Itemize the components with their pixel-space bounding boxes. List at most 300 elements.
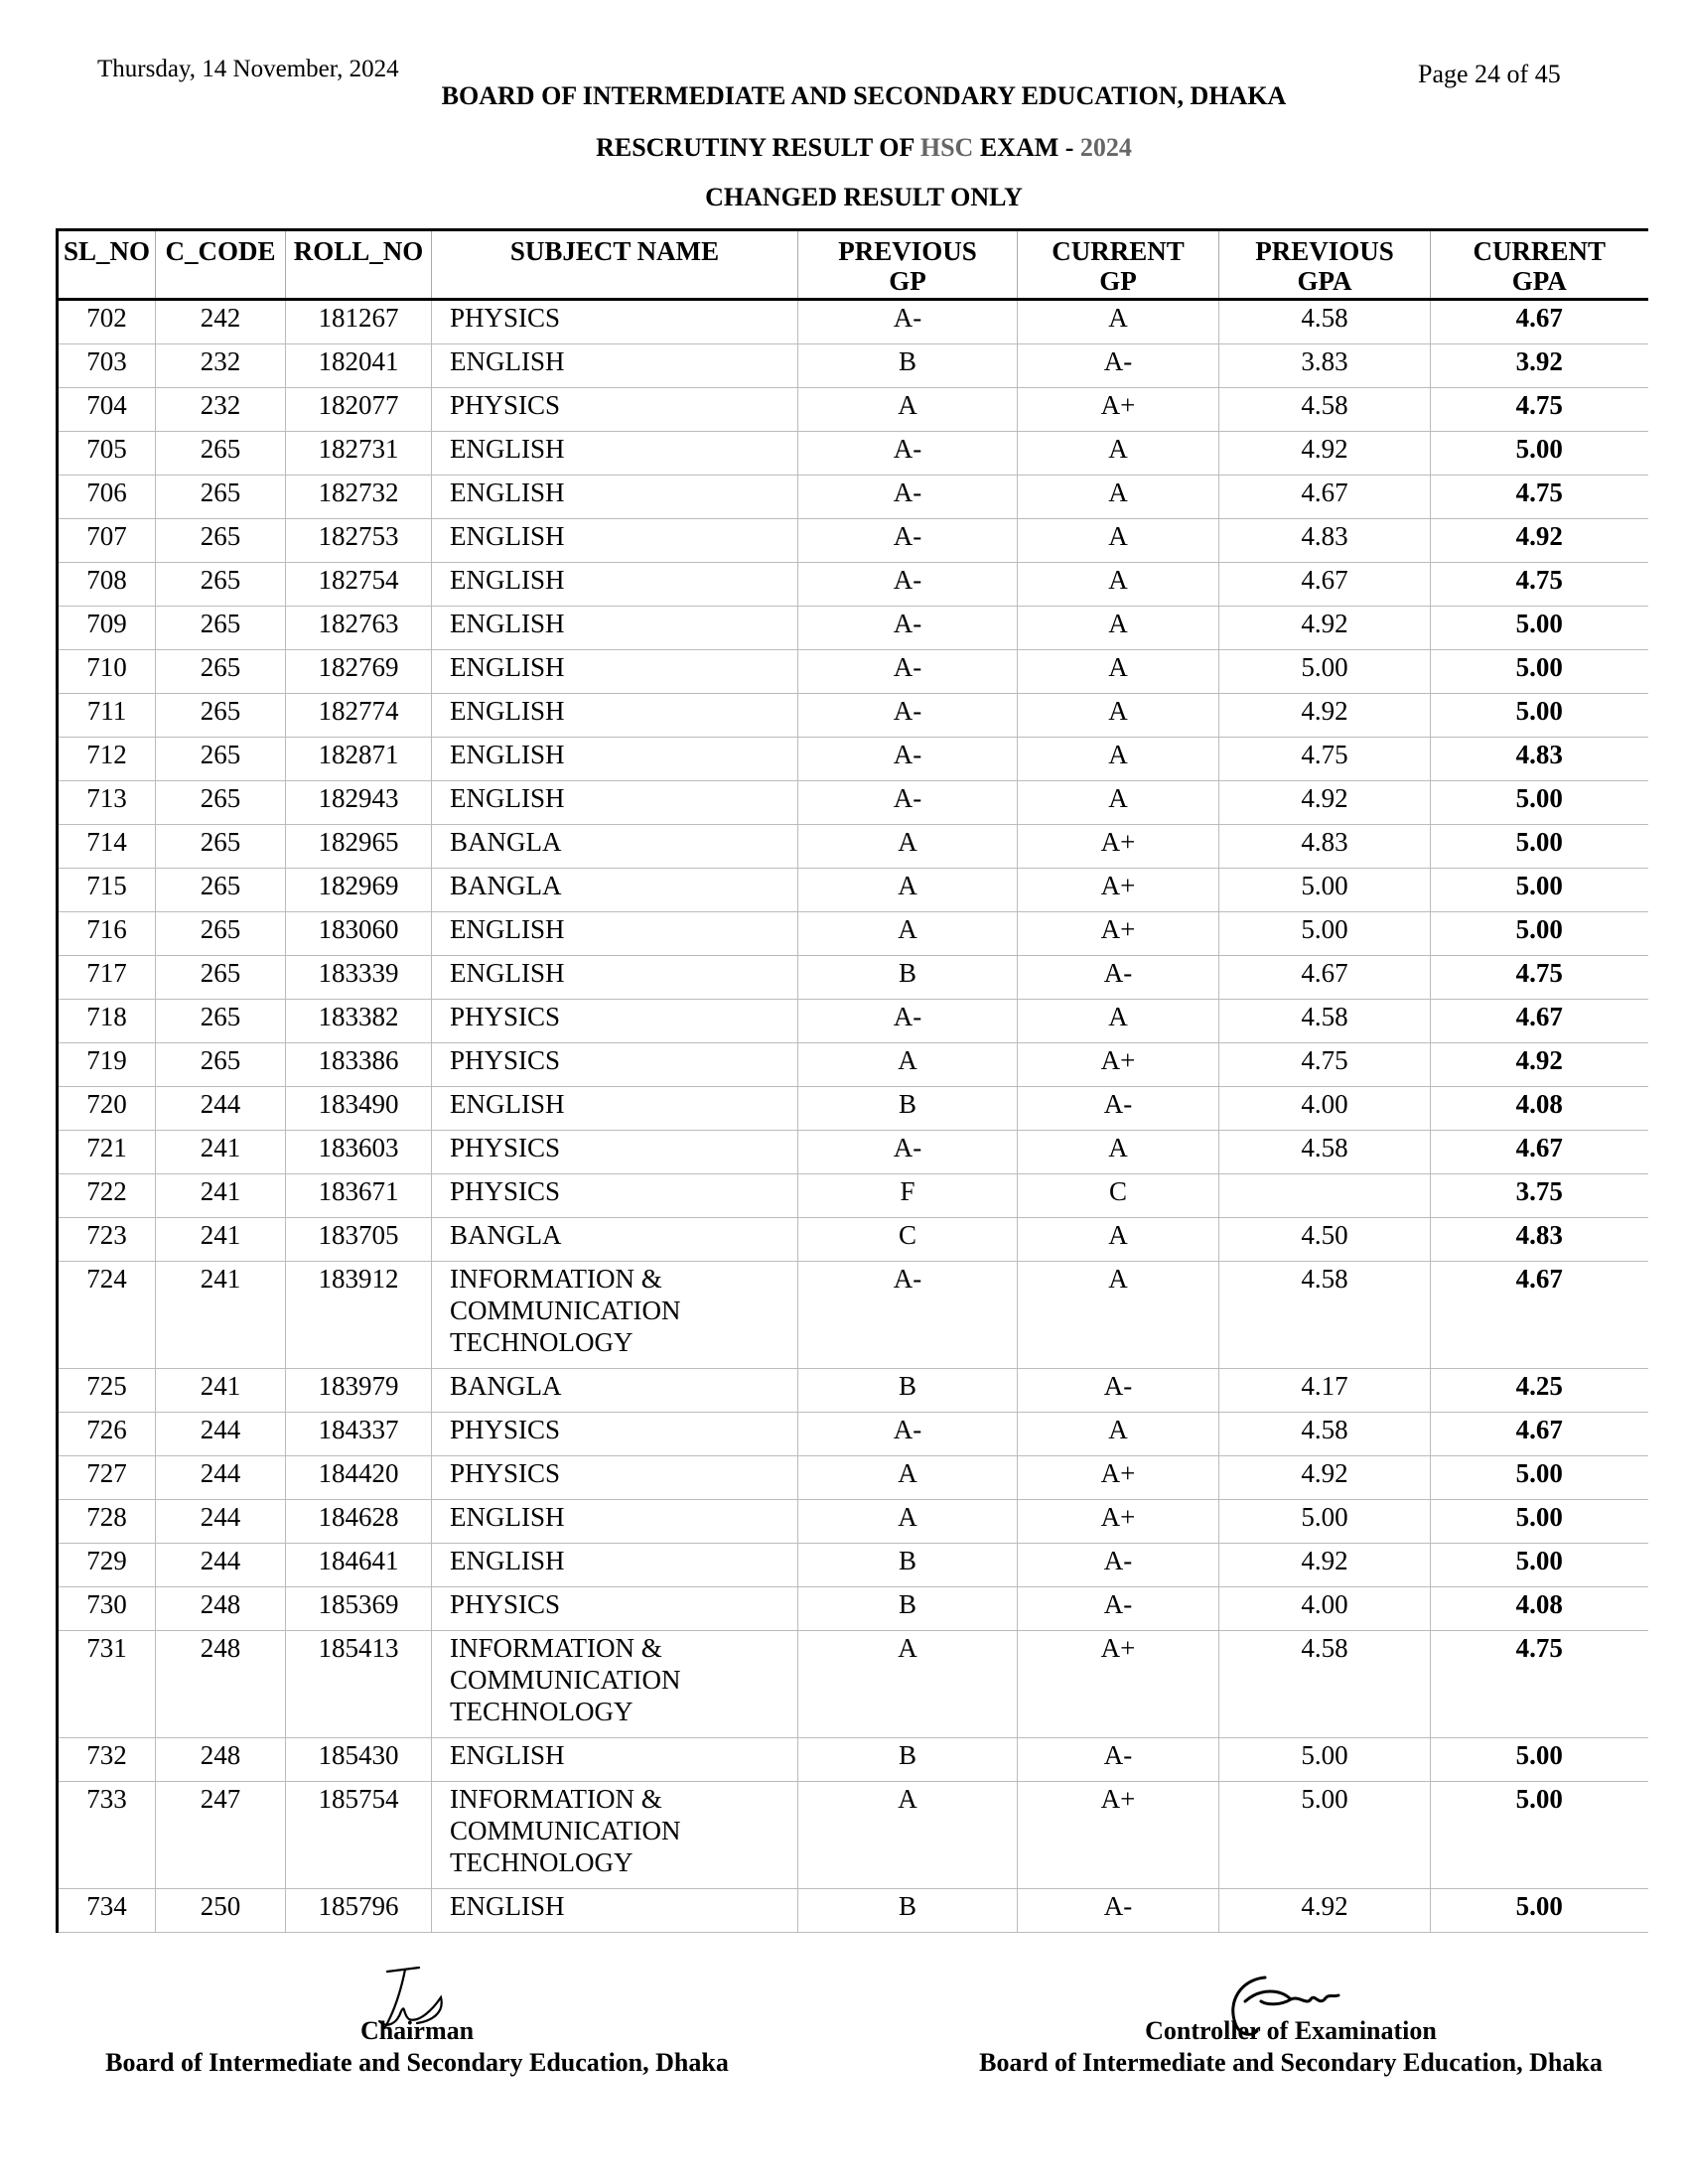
column-header-current-gp (1018, 230, 1219, 300)
cell-current-gpa: 4.67 (1431, 1000, 1648, 1043)
table-row (58, 432, 1648, 476)
chairman-signature-block (40, 2015, 794, 2079)
table-row (58, 694, 1648, 738)
cell-roll-no: 183386 (286, 1043, 432, 1087)
cell-c-code: 265 (156, 825, 286, 869)
table-row (58, 519, 1648, 563)
cell-current-gpa: 4.67 (1431, 1131, 1648, 1174)
cell-previous-gp: B (798, 1544, 1018, 1587)
page-number: Page 24 of 45 (1418, 60, 1561, 88)
cell-roll-no: 185369 (286, 1587, 432, 1631)
cell-sl-no: 712 (58, 738, 156, 781)
cell-sl-no: 730 (58, 1587, 156, 1631)
cell-sl-no: 719 (58, 1043, 156, 1087)
cell-subject-name (432, 1262, 798, 1369)
cell-c-code: 265 (156, 738, 286, 781)
subject-line: ENGLISH (450, 1089, 565, 1119)
cell-previous-gp: A- (798, 650, 1018, 694)
column-header-roll-no (286, 230, 432, 300)
cell-previous-gpa: 4.00 (1219, 1587, 1431, 1631)
cell-current-gpa: 5.00 (1431, 869, 1648, 912)
cell-current-gpa: 5.00 (1431, 912, 1648, 956)
cell-subject-name (432, 1218, 798, 1262)
cell-c-code: 244 (156, 1500, 286, 1544)
cell-roll-no: 182965 (286, 825, 432, 869)
cell-previous-gpa: 4.83 (1219, 519, 1431, 563)
table-row (58, 1218, 1648, 1262)
cell-previous-gpa: 4.58 (1219, 1413, 1431, 1456)
cell-sl-no: 722 (58, 1174, 156, 1218)
cell-subject-name (432, 519, 798, 563)
table-header-row (58, 230, 1648, 300)
cell-c-code: 232 (156, 388, 286, 432)
table-row (58, 1544, 1648, 1587)
cell-subject-name (432, 388, 798, 432)
cell-roll-no: 182871 (286, 738, 432, 781)
cell-current-gp: A+ (1018, 912, 1219, 956)
cell-previous-gpa: 5.00 (1219, 869, 1431, 912)
column-header-line: SL_NO (63, 236, 151, 266)
cell-c-code: 244 (156, 1087, 286, 1131)
cell-c-code: 247 (156, 1782, 286, 1889)
cell-current-gp: A+ (1018, 1043, 1219, 1087)
cell-previous-gp: A (798, 1043, 1018, 1087)
cell-previous-gp: A- (798, 1413, 1018, 1456)
cell-current-gp: A (1018, 1218, 1219, 1262)
table-row (58, 563, 1648, 607)
cell-current-gp: A (1018, 650, 1219, 694)
cell-subject-name (432, 869, 798, 912)
cell-previous-gpa: 4.92 (1219, 607, 1431, 650)
cell-previous-gpa: 4.92 (1219, 1889, 1431, 1933)
cell-sl-no: 727 (58, 1456, 156, 1500)
cell-previous-gp: F (798, 1174, 1018, 1218)
cell-previous-gp: B (798, 344, 1018, 388)
cell-current-gpa: 4.67 (1431, 1262, 1648, 1369)
table-row (58, 1738, 1648, 1782)
subject-line: ENGLISH (450, 1546, 565, 1575)
subject-line: PHYSICS (450, 1133, 561, 1162)
cell-subject-name (432, 694, 798, 738)
cell-current-gp: A (1018, 1413, 1219, 1456)
cell-current-gp: A- (1018, 1587, 1219, 1631)
exam-year: 2024 (1079, 133, 1132, 162)
cell-roll-no: 182969 (286, 869, 432, 912)
subject-line: ENGLISH (450, 521, 565, 551)
cell-subject-name (432, 1456, 798, 1500)
table-header (58, 230, 1648, 300)
chairman-org: Board of Intermediate and Secondary Education, Dhaka (105, 2048, 729, 2077)
subject-line: TECHNOLOGY (450, 1327, 633, 1357)
cell-sl-no: 711 (58, 694, 156, 738)
result-title-mid: EXAM - (973, 133, 1080, 162)
cell-current-gpa: 4.67 (1431, 300, 1648, 344)
cell-current-gp: A (1018, 1262, 1219, 1369)
cell-current-gp: A- (1018, 1889, 1219, 1933)
cell-c-code: 241 (156, 1174, 286, 1218)
cell-current-gpa: 4.75 (1431, 563, 1648, 607)
cell-previous-gpa: 4.50 (1219, 1218, 1431, 1262)
cell-c-code: 241 (156, 1131, 286, 1174)
cell-previous-gp: B (798, 956, 1018, 1000)
cell-current-gp: A- (1018, 1087, 1219, 1131)
cell-subject-name (432, 476, 798, 519)
subject-line: INFORMATION & (450, 1784, 662, 1814)
table-row (58, 956, 1648, 1000)
cell-current-gpa: 4.25 (1431, 1369, 1648, 1413)
cell-previous-gp: A (798, 1456, 1018, 1500)
cell-c-code: 265 (156, 869, 286, 912)
subject-line: COMMUNICATION (450, 1816, 681, 1845)
table-row (58, 738, 1648, 781)
cell-previous-gp: A- (798, 563, 1018, 607)
column-header-c-code (156, 230, 286, 300)
cell-sl-no: 718 (58, 1000, 156, 1043)
subject-line: BANGLA (450, 871, 562, 900)
cell-previous-gpa: 4.58 (1219, 300, 1431, 344)
cell-c-code: 265 (156, 650, 286, 694)
cell-current-gp: A (1018, 563, 1219, 607)
cell-c-code: 265 (156, 956, 286, 1000)
cell-subject-name (432, 1369, 798, 1413)
cell-sl-no: 721 (58, 1131, 156, 1174)
subject-line: BANGLA (450, 1220, 562, 1250)
table-body (58, 300, 1648, 1933)
cell-previous-gpa: 4.92 (1219, 432, 1431, 476)
cell-subject-name (432, 1889, 798, 1933)
table-row (58, 781, 1648, 825)
cell-roll-no: 183382 (286, 1000, 432, 1043)
cell-current-gp: A+ (1018, 825, 1219, 869)
table-row (58, 1413, 1648, 1456)
cell-previous-gp: A- (798, 781, 1018, 825)
cell-previous-gpa: 4.67 (1219, 563, 1431, 607)
cell-current-gp: A- (1018, 1369, 1219, 1413)
cell-current-gpa: 5.00 (1431, 1782, 1648, 1889)
cell-previous-gp: A- (798, 519, 1018, 563)
subject-line: ENGLISH (450, 783, 565, 813)
cell-subject-name (432, 432, 798, 476)
cell-previous-gp: A (798, 869, 1018, 912)
subject-line: ENGLISH (450, 565, 565, 595)
cell-roll-no: 183339 (286, 956, 432, 1000)
column-header-subject-name (432, 230, 798, 300)
cell-c-code: 265 (156, 1043, 286, 1087)
cell-previous-gpa: 5.00 (1219, 650, 1431, 694)
controller-title: Controller of Examination (1145, 2016, 1437, 2045)
cell-subject-name (432, 738, 798, 781)
result-subtitle: CHANGED RESULT ONLY (705, 183, 1023, 211)
cell-previous-gp: C (798, 1218, 1018, 1262)
cell-previous-gp: A- (798, 1131, 1018, 1174)
table-row (58, 1631, 1648, 1738)
cell-previous-gp: A (798, 912, 1018, 956)
table-row (58, 1174, 1648, 1218)
cell-subject-name (432, 607, 798, 650)
cell-previous-gp: A (798, 825, 1018, 869)
cell-current-gpa: 4.83 (1431, 1218, 1648, 1262)
table-row (58, 1000, 1648, 1043)
column-header-line: CURRENT (1052, 236, 1185, 266)
cell-subject-name (432, 1738, 798, 1782)
cell-roll-no: 182943 (286, 781, 432, 825)
cell-subject-name (432, 1544, 798, 1587)
column-header-line: GP (1099, 266, 1137, 296)
cell-roll-no: 185430 (286, 1738, 432, 1782)
cell-c-code: 248 (156, 1631, 286, 1738)
cell-sl-no: 704 (58, 388, 156, 432)
subject-line: ENGLISH (450, 346, 565, 376)
cell-roll-no: 185413 (286, 1631, 432, 1738)
cell-previous-gp: A (798, 1500, 1018, 1544)
cell-subject-name (432, 956, 798, 1000)
table-row (58, 1587, 1648, 1631)
cell-subject-name (432, 1631, 798, 1738)
cell-sl-no: 731 (58, 1631, 156, 1738)
cell-roll-no: 185796 (286, 1889, 432, 1933)
cell-c-code: 242 (156, 300, 286, 344)
subject-line: ENGLISH (450, 1502, 565, 1532)
cell-subject-name (432, 650, 798, 694)
cell-previous-gp: B (798, 1889, 1018, 1933)
cell-subject-name (432, 344, 798, 388)
cell-sl-no: 715 (58, 869, 156, 912)
subject-line: PHYSICS (450, 1458, 561, 1488)
cell-sl-no: 703 (58, 344, 156, 388)
cell-current-gpa: 4.75 (1431, 476, 1648, 519)
cell-sl-no: 720 (58, 1087, 156, 1131)
column-header-line: C_CODE (165, 236, 276, 266)
cell-roll-no: 182077 (286, 388, 432, 432)
cell-roll-no: 183603 (286, 1131, 432, 1174)
cell-current-gpa: 4.08 (1431, 1587, 1648, 1631)
column-header-line: GP (889, 266, 926, 296)
cell-previous-gp: A- (798, 607, 1018, 650)
cell-current-gp: A (1018, 781, 1219, 825)
cell-previous-gpa: 4.75 (1219, 738, 1431, 781)
cell-c-code: 244 (156, 1544, 286, 1587)
cell-current-gp: A+ (1018, 1456, 1219, 1500)
table-row (58, 344, 1648, 388)
table-row (58, 607, 1648, 650)
cell-previous-gp: A- (798, 1262, 1018, 1369)
table-row (58, 1087, 1648, 1131)
cell-current-gp: A (1018, 476, 1219, 519)
subject-line: ENGLISH (450, 434, 565, 464)
cell-sl-no: 733 (58, 1782, 156, 1889)
cell-roll-no: 185754 (286, 1782, 432, 1889)
cell-roll-no: 183060 (286, 912, 432, 956)
cell-previous-gpa: 4.00 (1219, 1087, 1431, 1131)
subject-line: INFORMATION & (450, 1633, 662, 1663)
subject-line: PHYSICS (450, 1002, 561, 1031)
table-row (58, 1043, 1648, 1087)
cell-c-code: 248 (156, 1738, 286, 1782)
cell-sl-no: 724 (58, 1262, 156, 1369)
controller-org: Board of Intermediate and Secondary Education, Dhaka (979, 2048, 1603, 2077)
cell-previous-gpa: 4.58 (1219, 1631, 1431, 1738)
cell-current-gp: A- (1018, 344, 1219, 388)
cell-current-gpa: 5.00 (1431, 1889, 1648, 1933)
cell-roll-no: 182041 (286, 344, 432, 388)
cell-subject-name (432, 1043, 798, 1087)
cell-current-gpa: 4.67 (1431, 1413, 1648, 1456)
subject-line: ENGLISH (450, 609, 565, 638)
table-row (58, 388, 1648, 432)
cell-subject-name (432, 825, 798, 869)
table-row (58, 300, 1648, 344)
table-row (58, 1456, 1648, 1500)
table-row (58, 912, 1648, 956)
cell-current-gp: A (1018, 607, 1219, 650)
cell-previous-gpa: 4.58 (1219, 1262, 1431, 1369)
cell-previous-gpa: 4.92 (1219, 1544, 1431, 1587)
cell-subject-name (432, 1087, 798, 1131)
subject-line: ENGLISH (450, 958, 565, 988)
cell-previous-gpa: 4.92 (1219, 781, 1431, 825)
cell-c-code: 265 (156, 476, 286, 519)
cell-sl-no: 706 (58, 476, 156, 519)
column-header-line: CURRENT (1473, 236, 1606, 266)
cell-current-gp: A+ (1018, 1500, 1219, 1544)
cell-previous-gpa: 4.92 (1219, 1456, 1431, 1500)
cell-subject-name (432, 912, 798, 956)
cell-roll-no: 182769 (286, 650, 432, 694)
cell-c-code: 265 (156, 1000, 286, 1043)
cell-current-gpa: 5.00 (1431, 781, 1648, 825)
chairman-title: Chairman (359, 2016, 475, 2045)
column-header-previous-gpa (1219, 230, 1431, 300)
column-header-previous-gp (798, 230, 1018, 300)
cell-roll-no: 184641 (286, 1544, 432, 1587)
cell-previous-gp: A- (798, 432, 1018, 476)
cell-previous-gp: B (798, 1587, 1018, 1631)
subject-line: PHYSICS (450, 1176, 561, 1206)
cell-roll-no: 182732 (286, 476, 432, 519)
cell-current-gpa: 4.75 (1431, 388, 1648, 432)
cell-c-code: 265 (156, 607, 286, 650)
cell-current-gpa: 4.83 (1431, 738, 1648, 781)
column-header-sl-no (58, 230, 156, 300)
cell-current-gp: A- (1018, 956, 1219, 1000)
cell-c-code: 244 (156, 1456, 286, 1500)
cell-sl-no: 708 (58, 563, 156, 607)
cell-current-gp: A (1018, 1000, 1219, 1043)
controller-signature-block (914, 2015, 1668, 2079)
column-header-line: ROLL_NO (293, 236, 424, 266)
cell-current-gpa: 4.92 (1431, 519, 1648, 563)
cell-sl-no: 728 (58, 1500, 156, 1544)
exam-name: HSC (919, 133, 974, 162)
cell-current-gpa: 4.75 (1431, 956, 1648, 1000)
subject-line: COMMUNICATION (450, 1296, 681, 1325)
subject-line: COMMUNICATION (450, 1665, 681, 1695)
cell-previous-gpa: 4.67 (1219, 476, 1431, 519)
subject-line: PHYSICS (450, 303, 561, 333)
cell-sl-no: 732 (58, 1738, 156, 1782)
cell-roll-no: 184337 (286, 1413, 432, 1456)
table-row (58, 1889, 1648, 1933)
subject-line: TECHNOLOGY (450, 1847, 633, 1877)
subject-line: ENGLISH (450, 478, 565, 507)
column-header-line: PREVIOUS (838, 236, 977, 266)
board-title: BOARD OF INTERMEDIATE AND SECONDARY EDUCATION, DHAKA (441, 81, 1287, 110)
cell-previous-gp: B (798, 1738, 1018, 1782)
cell-c-code: 241 (156, 1369, 286, 1413)
cell-previous-gp: A- (798, 738, 1018, 781)
subject-line: BANGLA (450, 1371, 562, 1401)
cell-sl-no: 702 (58, 300, 156, 344)
cell-previous-gpa: 5.00 (1219, 1738, 1431, 1782)
column-header-line: SUBJECT NAME (509, 236, 720, 266)
cell-previous-gpa: 4.92 (1219, 694, 1431, 738)
cell-c-code: 248 (156, 1587, 286, 1631)
cell-previous-gp: A- (798, 476, 1018, 519)
cell-previous-gpa: 4.58 (1219, 388, 1431, 432)
cell-c-code: 241 (156, 1218, 286, 1262)
cell-roll-no: 183490 (286, 1087, 432, 1131)
cell-current-gp: A+ (1018, 869, 1219, 912)
table-row (58, 476, 1648, 519)
cell-current-gp: A (1018, 738, 1219, 781)
cell-current-gp: A+ (1018, 1782, 1219, 1889)
subject-line: ENGLISH (450, 740, 565, 769)
subject-line: PHYSICS (450, 1045, 561, 1075)
cell-previous-gpa: 4.58 (1219, 1131, 1431, 1174)
cell-subject-name (432, 1000, 798, 1043)
cell-c-code: 250 (156, 1889, 286, 1933)
table-row (58, 1131, 1648, 1174)
cell-current-gpa: 5.00 (1431, 825, 1648, 869)
cell-roll-no: 182753 (286, 519, 432, 563)
cell-current-gp: A (1018, 432, 1219, 476)
table-row (58, 1782, 1648, 1889)
cell-current-gpa: 5.00 (1431, 1456, 1648, 1500)
table-row (58, 825, 1648, 869)
cell-previous-gpa (1219, 1174, 1431, 1218)
cell-roll-no: 182763 (286, 607, 432, 650)
cell-subject-name (432, 563, 798, 607)
cell-roll-no: 182731 (286, 432, 432, 476)
cell-c-code: 265 (156, 912, 286, 956)
cell-roll-no: 182774 (286, 694, 432, 738)
cell-current-gpa: 3.92 (1431, 344, 1648, 388)
column-header-line: GPA (1297, 266, 1352, 296)
cell-roll-no: 183671 (286, 1174, 432, 1218)
cell-c-code: 232 (156, 344, 286, 388)
cell-sl-no: 714 (58, 825, 156, 869)
subject-line: ENGLISH (450, 696, 565, 726)
result-title-prefix: RESCRUTINY RESULT OF (596, 133, 920, 162)
cell-sl-no: 717 (58, 956, 156, 1000)
cell-sl-no: 723 (58, 1218, 156, 1262)
cell-roll-no: 184420 (286, 1456, 432, 1500)
cell-roll-no: 183979 (286, 1369, 432, 1413)
cell-current-gp: A (1018, 300, 1219, 344)
subject-line: ENGLISH (450, 1891, 565, 1921)
result-title (0, 133, 1688, 163)
cell-current-gpa: 5.00 (1431, 1738, 1648, 1782)
table-row (58, 869, 1648, 912)
cell-previous-gp: A- (798, 694, 1018, 738)
cell-subject-name (432, 1782, 798, 1889)
cell-previous-gp: A (798, 388, 1018, 432)
cell-previous-gpa: 4.17 (1219, 1369, 1431, 1413)
cell-current-gpa: 4.08 (1431, 1087, 1648, 1131)
subject-line: TECHNOLOGY (450, 1697, 633, 1726)
cell-sl-no: 707 (58, 519, 156, 563)
table-row (58, 1262, 1648, 1369)
